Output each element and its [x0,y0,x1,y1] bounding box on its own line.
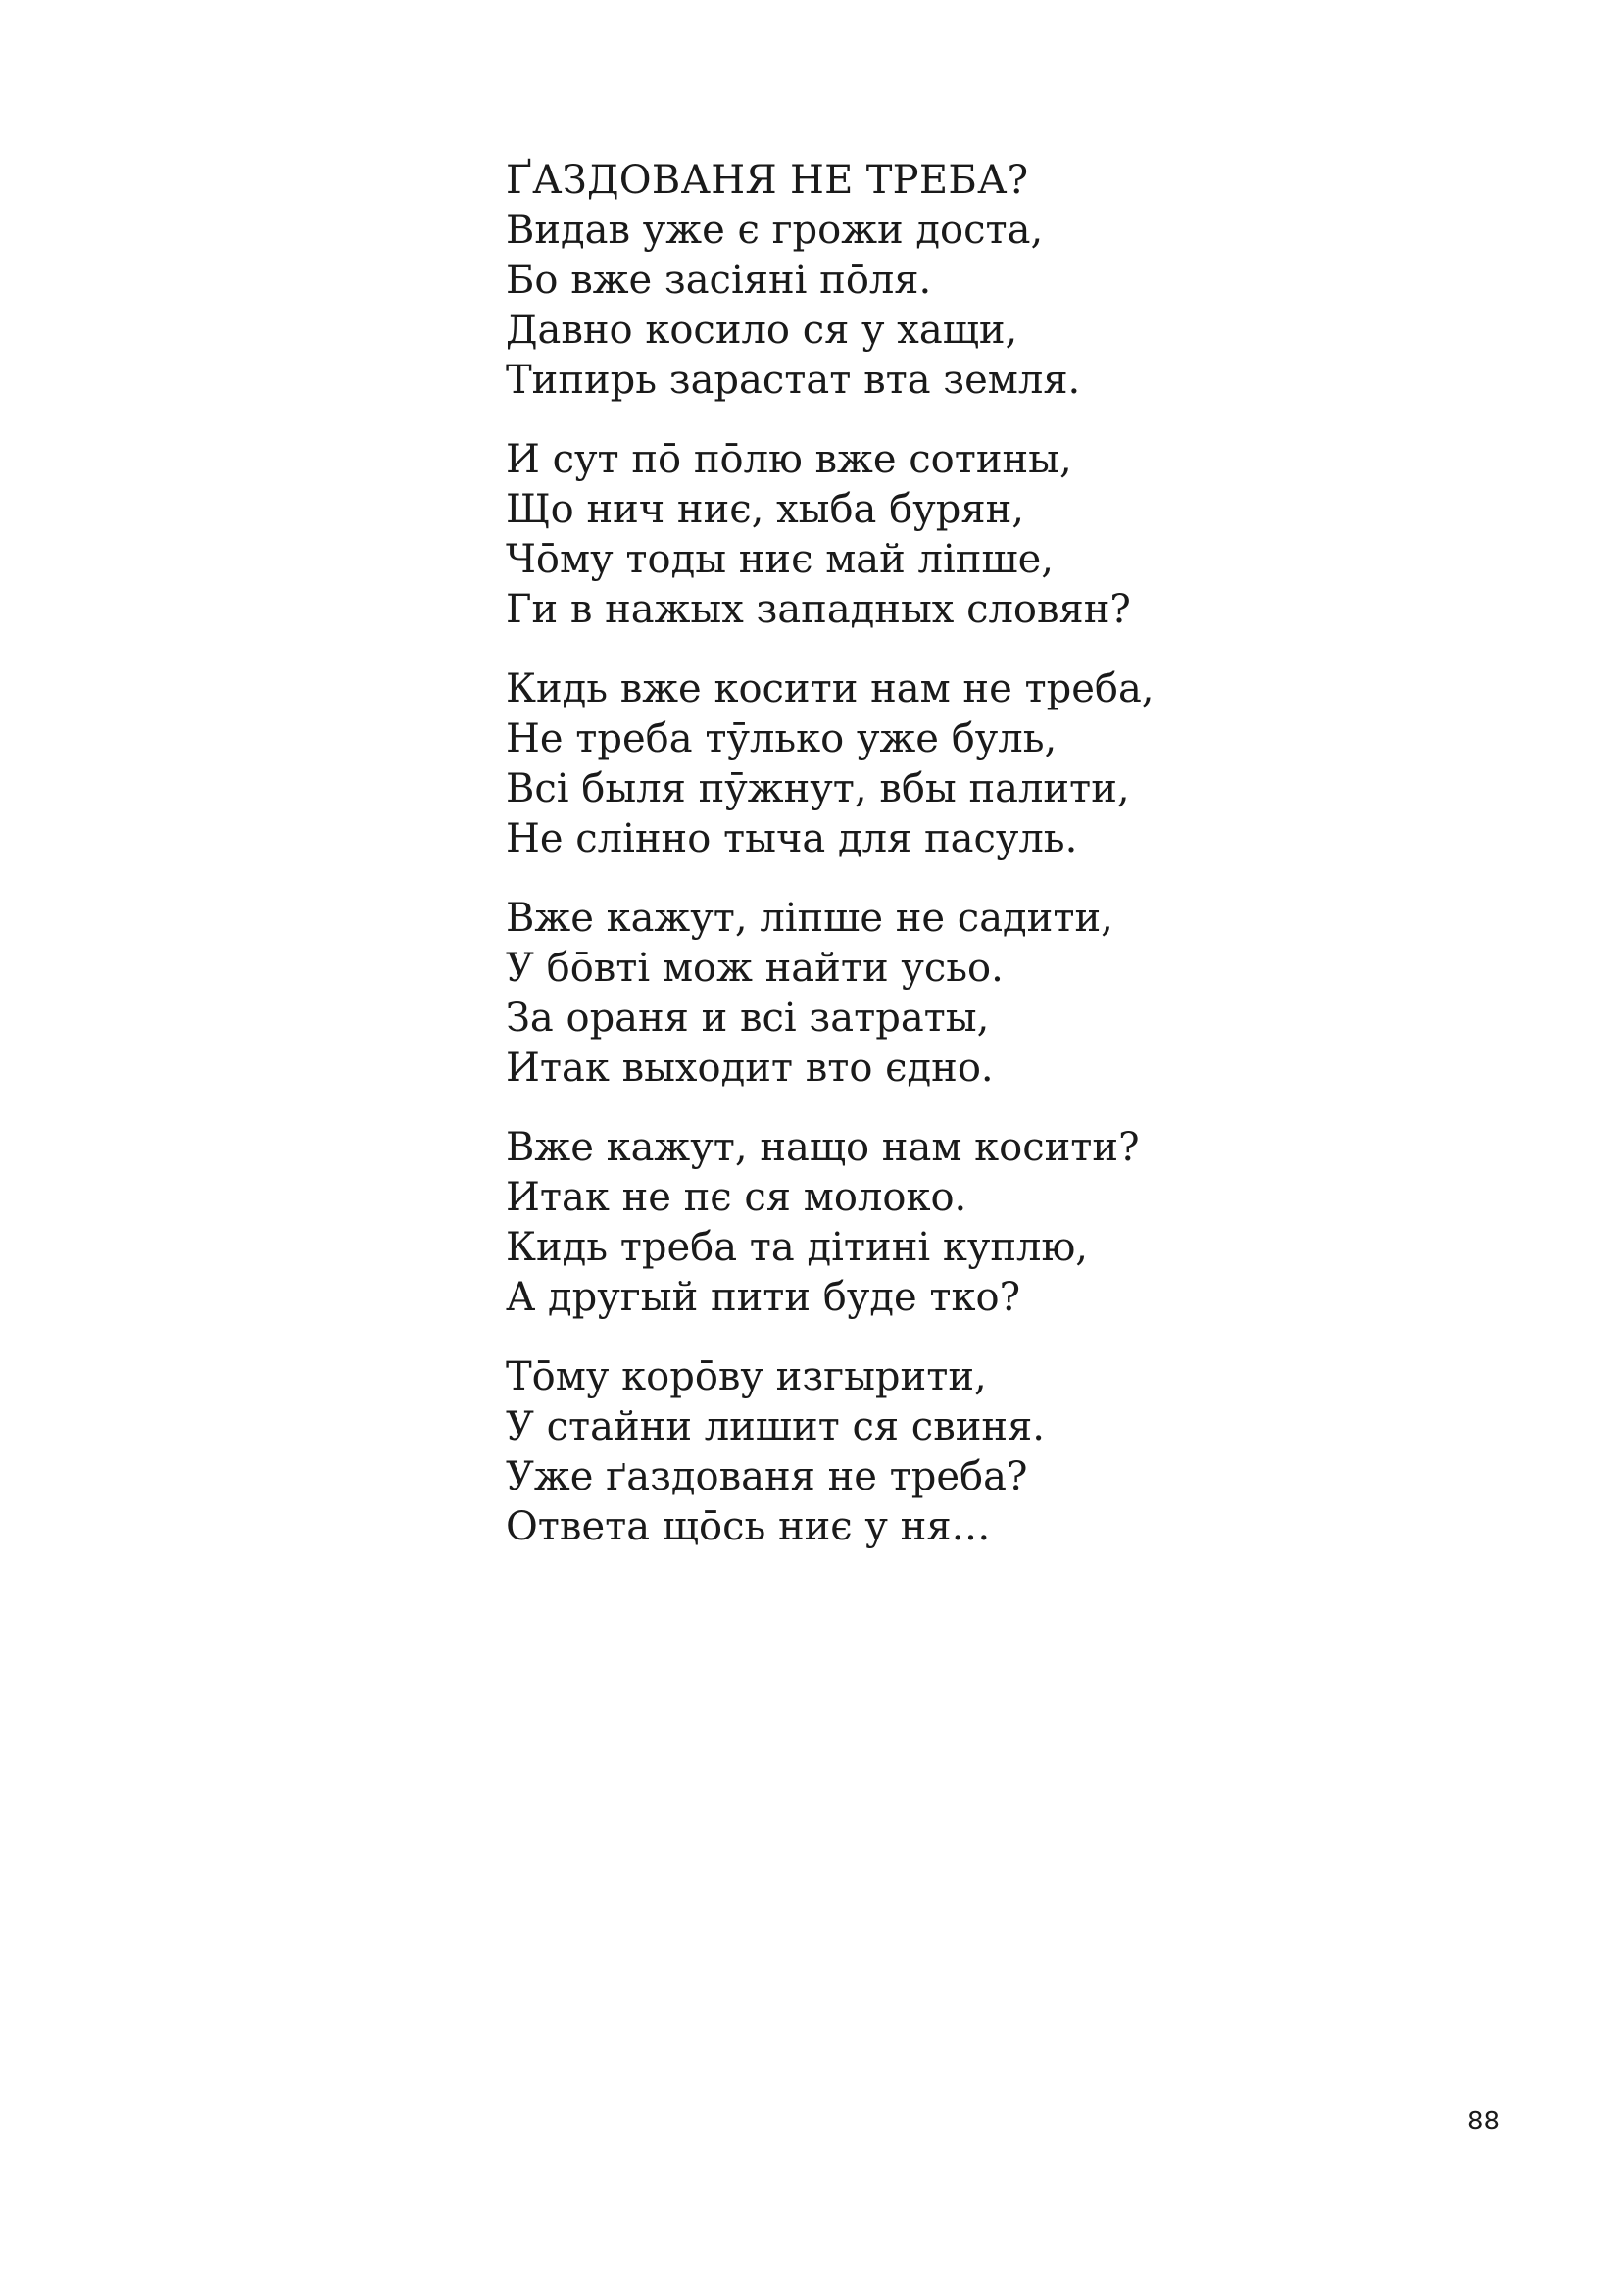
poem-line: Итак не пє ся молоко. [506,1175,967,1220]
poem-line: Ги в нажых западных словян? [506,587,1131,632]
stanza-1 [506,206,1486,406]
poem-title: ҐАЗДОВАНЯ НЕ ТРЕБА? [506,158,1029,203]
poem-line: Бо вже засіяні по̄ля. [506,258,932,303]
poem-line: За ораня и всі затраты, [506,996,990,1041]
poem [506,155,1486,1582]
stanza-3 [506,664,1486,864]
poem-line: Вже кажут, нащо нам косити? [506,1125,1140,1170]
poem-line: А другый пити буде тко? [506,1275,1021,1320]
poem-line: Вже кажут, ліпше не садити, [506,896,1113,941]
poem-line: У бо̄вті мож найти усьо. [506,946,1004,991]
poem-line: Уже ґаздованя не треба? [506,1454,1028,1499]
stanza-4 [506,894,1486,1094]
poem-line: Кидь треба та дітині куплю, [506,1225,1089,1270]
stanza-5 [506,1123,1486,1323]
stanza-6 [506,1352,1486,1552]
poem-line: Давно косило ся у хащи, [506,308,1018,353]
poem-line: Кидь вже косити нам не треба, [506,666,1155,711]
poem-line: То̄му коро̄ву изгырити, [506,1354,987,1399]
poem-line: Не слінно тыча для пасуль. [506,816,1078,861]
poem-line: Типирь зарастат вта земля. [506,358,1081,403]
poem-line: Всі быля пӯжнут, вбы палити, [506,766,1130,811]
poem-line: Ответа що̄сь ниє у ня… [506,1504,991,1549]
poem-line: Чо̄му тоды ниє май ліпше, [506,537,1054,582]
stanza-2 [506,435,1486,635]
poem-line: Итак выходит вто єдно. [506,1046,994,1091]
poem-line: Видав уже є грожи доста, [506,208,1044,253]
poem-line: И сут по̄ по̄лю вже сотины, [506,437,1072,482]
poem-line: У стайни лишит ся свиня. [506,1404,1045,1449]
page-number: 88 [1467,2107,1501,2136]
poem-line: Що нич ниє, хыба бурян, [506,487,1024,532]
poem-line: Не треба тӯлько уже буль, [506,716,1058,761]
